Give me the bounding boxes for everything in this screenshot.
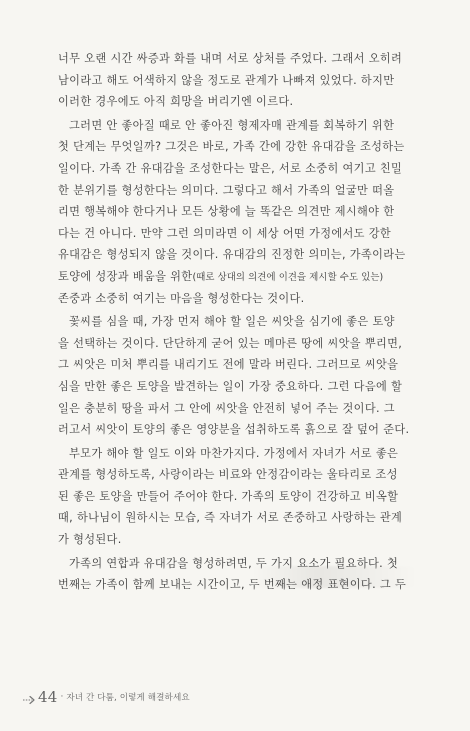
- paragraph-2: [58, 115, 413, 309]
- text-line: 부모가 해야 할 일도 이와 마찬가지다. 가정에서 자녀가 서로 좋은: [69, 446, 399, 460]
- text-line: 그 씨앗은 미처 뿌리를 내리기도 전에 말라 버린다. 그러므로 씨앗을: [58, 358, 399, 372]
- text-line: 가 형성된다.: [58, 533, 122, 547]
- text-line: 가족의 연합과 유대감을 형성하려면, 두 가지 요소가 필요하다. 첫: [69, 556, 399, 570]
- arrow-right-icon: [22, 691, 36, 703]
- text-line: 리면 행복해야 한다거나 모든 상황에 늘 똑같은 의견만 제시해야 한: [58, 205, 395, 219]
- text-line: 된 좋은 토양을 만들어 주어야 한다. 가족의 토양이 건강하고 비옥할: [58, 489, 399, 503]
- text-line: 심을 만한 좋은 토양을 발견하는 일이 가장 중요하다. 그런 다음에 할: [58, 379, 403, 393]
- text-line: 존중과 소중히 여기는 마음을 형성한다는 것이다.: [58, 291, 305, 305]
- text-run: 토양에 성장과 배움을 위한: [58, 269, 193, 283]
- text-line: 한 분위기를 형성한다는 의미다. 그렇다고 해서 가족의 얼굴만 떠올: [58, 183, 395, 197]
- page-number: 44: [38, 688, 58, 706]
- paragraph-4: [58, 443, 413, 551]
- text-line: 너무 오랜 시간 싸증과 화를 내며 서로 상처를 주었다. 그래서 오히려: [58, 52, 403, 65]
- text-line: 첫 단계는 무엇일까? 그것은 바로, 가족 간에 강한 유대감을 조성하는: [58, 140, 405, 154]
- footer-separator: ·: [60, 692, 64, 702]
- page-footer: [22, 688, 190, 706]
- text-line: 을 선택하는 것이다. 단단하게 굳어 있는 메마른 땅에 씨앗을 뿌리면,: [58, 336, 403, 350]
- text-line: 남이라고 해도 어색하지 않을 정도로 관계가 나빠져 있었다. 하지만: [58, 73, 395, 87]
- paragraph-1: [58, 48, 413, 113]
- text-line: 때, 하나님이 원하시는 모습, 즉 자녀가 서로 존중하고 사랑하는 관계: [58, 511, 403, 525]
- chapter-title: 자녀 간 다툼, 이렇게 해결하세요: [66, 693, 190, 703]
- text-line: 유대감은 형성되지 않을 것이다. 유대감의 진정한 의미는, 가족이라는: [58, 248, 406, 262]
- text-line: 그러면 안 좋아질 때로 안 좋아진 형제자매 관계를 회복하기 위한: [69, 118, 395, 132]
- text-line: 다는 건 아니다. 만약 그런 의미라면 이 세상 어떤 가정에서도 강한: [58, 226, 392, 240]
- text-line: 일이다. 가족 간 유대감을 조성한다는 말은, 서로 소중히 여기고 친밀: [58, 161, 403, 175]
- paragraph-3: [58, 311, 413, 441]
- text-line: 러고서 씨앗이 토양의 좋은 영양분을 섭취하도록 흙으로 잘 덮어 준다.: [58, 423, 410, 437]
- text-line-mixed: [58, 266, 413, 288]
- body-text: [58, 48, 413, 598]
- parenthetical-note: (때로 상대의 의견에 이견을 제시할 수도 있는): [192, 271, 384, 283]
- text-line: 관계를 형성하도록, 사랑이라는 비료와 안정감이라는 울타리로 조성: [58, 468, 398, 482]
- text-line: 일은 충분히 땅을 파서 그 안에 씨앗을 안전히 넣어 주는 것이다. 그: [58, 401, 395, 415]
- text-line: 이러한 경우에도 아직 희망을 버리기엔 이르다.: [58, 95, 294, 109]
- text-line: 번째는 가족이 함께 보내는 시간이고, 두 번째는 애정 표현이다. 그 두: [58, 578, 407, 592]
- paragraph-5: [58, 553, 413, 596]
- text-line: 꽃씨를 심을 때, 가장 먼저 해야 할 일은 씨앗을 심기에 좋은 토양: [69, 315, 395, 329]
